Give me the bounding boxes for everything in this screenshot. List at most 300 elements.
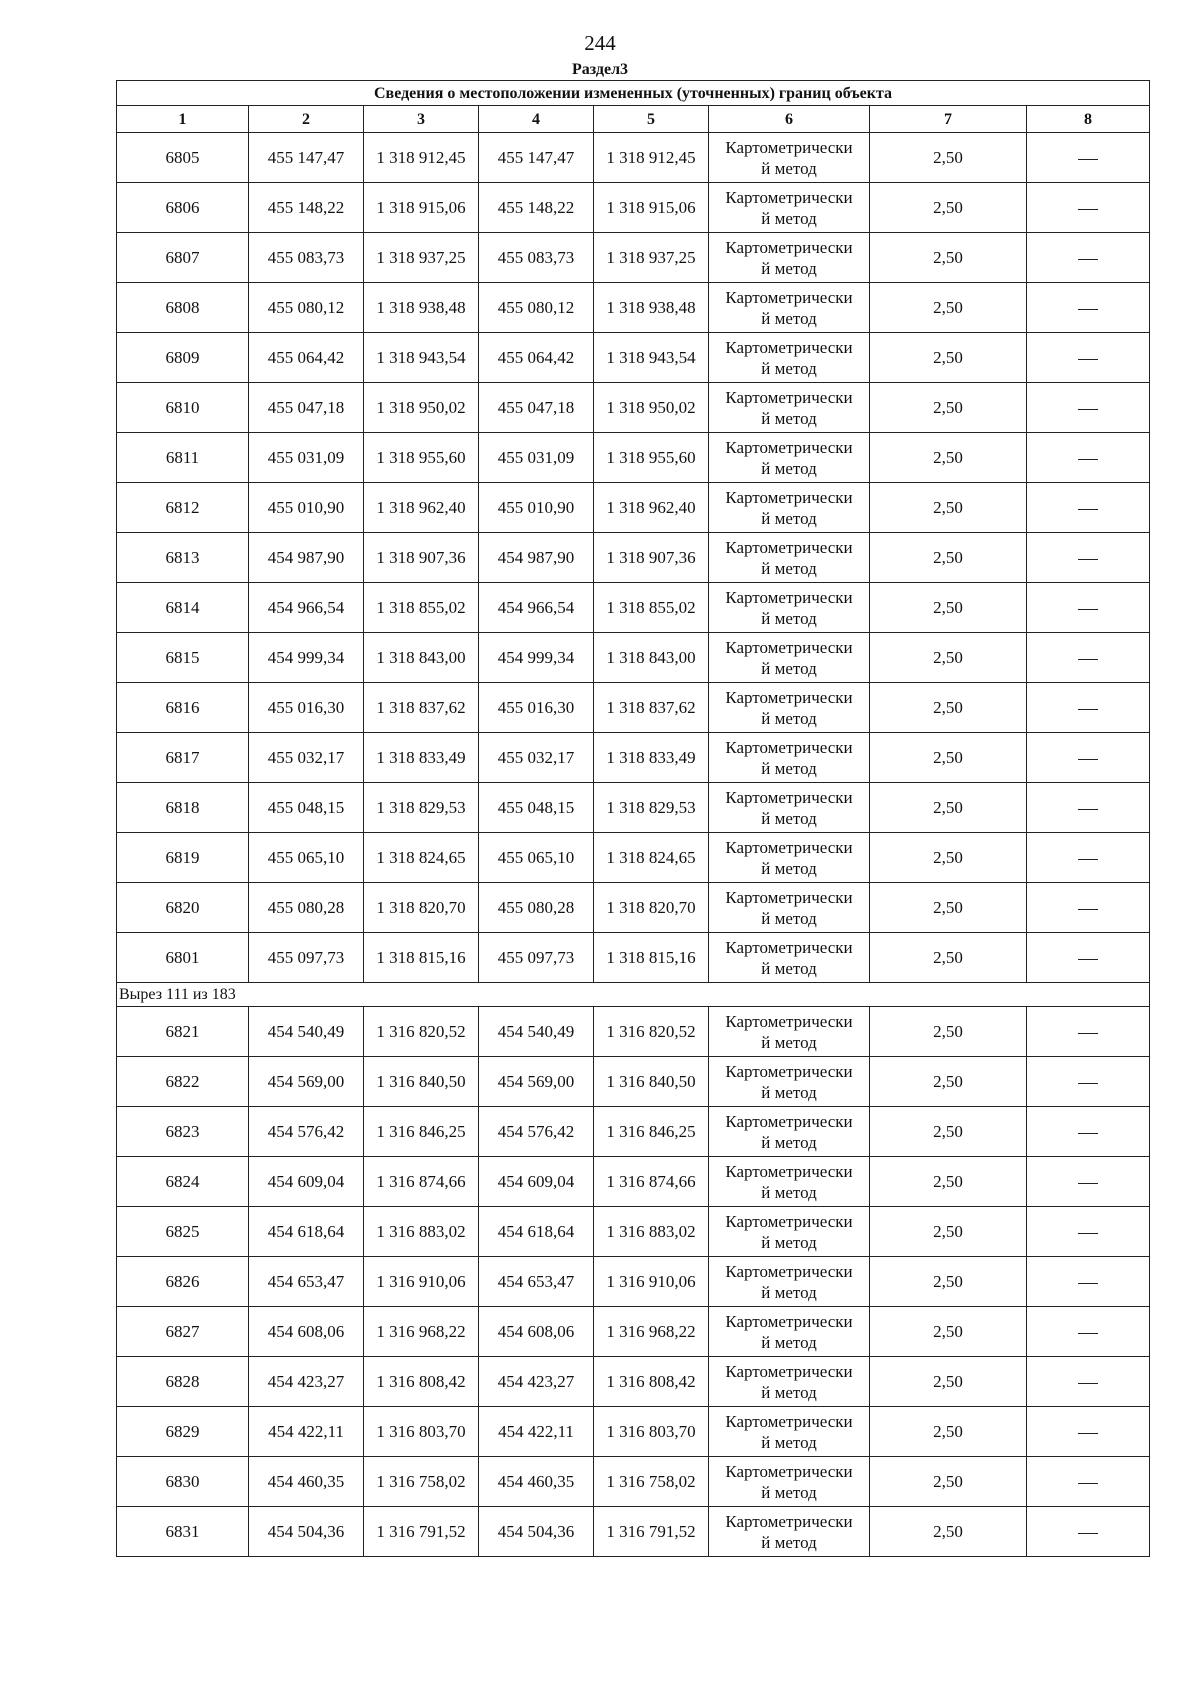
new-y-cell: 1 318 855,02 bbox=[594, 583, 709, 633]
table-row bbox=[117, 1207, 1150, 1257]
existing-x-cell: 454 608,06 bbox=[249, 1307, 364, 1357]
method-cell bbox=[709, 1207, 870, 1257]
method-text-line2: й метод bbox=[761, 658, 817, 678]
new-y-cell: 1 318 912,45 bbox=[594, 133, 709, 183]
description-cell bbox=[1027, 933, 1150, 983]
dash-mark bbox=[1078, 1383, 1098, 1384]
method-text-line1: Картометрически bbox=[725, 137, 853, 157]
method-text-line2: й метод bbox=[761, 1332, 817, 1352]
existing-x-cell: 455 083,73 bbox=[249, 233, 364, 283]
column-header: 6 bbox=[709, 106, 870, 133]
accuracy-cell: 2,50 bbox=[870, 783, 1027, 833]
dash-mark bbox=[1078, 1133, 1098, 1134]
new-y-cell: 1 316 840,50 bbox=[594, 1057, 709, 1107]
group-label: Вырез 111 из 183 bbox=[117, 983, 1150, 1007]
method-text-line2: й метод bbox=[761, 358, 817, 378]
new-y-cell: 1 318 950,02 bbox=[594, 383, 709, 433]
method-text-line1: Картометрически bbox=[725, 237, 853, 257]
existing-y-cell: 1 318 843,00 bbox=[364, 633, 479, 683]
description-cell bbox=[1027, 1157, 1150, 1207]
point-number-cell: 6813 bbox=[117, 533, 249, 583]
table-row bbox=[117, 833, 1150, 883]
new-y-cell: 1 318 843,00 bbox=[594, 633, 709, 683]
point-number-cell: 6810 bbox=[117, 383, 249, 433]
accuracy-cell: 2,50 bbox=[870, 483, 1027, 533]
method-cell bbox=[709, 1407, 870, 1457]
dash-mark bbox=[1078, 409, 1098, 410]
existing-y-cell: 1 318 815,16 bbox=[364, 933, 479, 983]
page-number: 244 bbox=[584, 31, 616, 55]
method-text-line2: й метод bbox=[761, 608, 817, 628]
existing-x-cell: 454 999,34 bbox=[249, 633, 364, 683]
method-cell bbox=[709, 883, 870, 933]
description-cell bbox=[1027, 1407, 1150, 1457]
point-number-cell: 6811 bbox=[117, 433, 249, 483]
method-text-line1: Картометрически bbox=[725, 937, 853, 957]
new-y-cell: 1 318 820,70 bbox=[594, 883, 709, 933]
existing-y-cell: 1 316 968,22 bbox=[364, 1307, 479, 1357]
existing-y-cell: 1 316 808,42 bbox=[364, 1357, 479, 1407]
method-text-line1: Картометрически bbox=[725, 187, 853, 207]
existing-x-cell: 454 609,04 bbox=[249, 1157, 364, 1207]
accuracy-cell: 2,50 bbox=[870, 1007, 1027, 1057]
description-cell bbox=[1027, 383, 1150, 433]
new-x-cell: 455 048,15 bbox=[479, 783, 594, 833]
point-number-cell: 6805 bbox=[117, 133, 249, 183]
method-text-line1: Картометрически bbox=[725, 1361, 853, 1381]
method-cell bbox=[709, 333, 870, 383]
dash-mark bbox=[1078, 159, 1098, 160]
column-header: 2 bbox=[249, 106, 364, 133]
dash-mark bbox=[1078, 309, 1098, 310]
method-cell bbox=[709, 833, 870, 883]
point-number-cell: 6821 bbox=[117, 1007, 249, 1057]
existing-y-cell: 1 318 829,53 bbox=[364, 783, 479, 833]
accuracy-cell: 2,50 bbox=[870, 333, 1027, 383]
accuracy-cell: 2,50 bbox=[870, 1207, 1027, 1257]
point-number-cell: 6828 bbox=[117, 1357, 249, 1407]
table-row bbox=[117, 383, 1150, 433]
method-text-line2: й метод bbox=[761, 208, 817, 228]
point-number-cell: 6815 bbox=[117, 633, 249, 683]
dash-mark bbox=[1078, 1533, 1098, 1534]
point-number-cell: 6808 bbox=[117, 283, 249, 333]
description-cell bbox=[1027, 533, 1150, 583]
method-cell bbox=[709, 383, 870, 433]
new-x-cell: 454 966,54 bbox=[479, 583, 594, 633]
method-text-line1: Картометрически bbox=[725, 1311, 853, 1331]
existing-y-cell: 1 318 938,48 bbox=[364, 283, 479, 333]
existing-y-cell: 1 318 837,62 bbox=[364, 683, 479, 733]
new-x-cell: 454 999,34 bbox=[479, 633, 594, 683]
method-cell bbox=[709, 433, 870, 483]
new-y-cell: 1 316 791,52 bbox=[594, 1507, 709, 1557]
method-text-line1: Картометрически bbox=[725, 1211, 853, 1231]
table-row bbox=[117, 633, 1150, 683]
dash-mark bbox=[1078, 1083, 1098, 1084]
table-row bbox=[117, 883, 1150, 933]
existing-x-cell: 454 540,49 bbox=[249, 1007, 364, 1057]
existing-x-cell: 455 064,42 bbox=[249, 333, 364, 383]
table-row bbox=[117, 433, 1150, 483]
description-cell bbox=[1027, 433, 1150, 483]
accuracy-cell: 2,50 bbox=[870, 1057, 1027, 1107]
method-cell bbox=[709, 133, 870, 183]
existing-y-cell: 1 316 758,02 bbox=[364, 1457, 479, 1507]
method-text-line2: й метод bbox=[761, 258, 817, 278]
table-row bbox=[117, 283, 1150, 333]
new-y-cell: 1 318 938,48 bbox=[594, 283, 709, 333]
point-number-cell: 6825 bbox=[117, 1207, 249, 1257]
new-x-cell: 455 032,17 bbox=[479, 733, 594, 783]
method-text-line2: й метод bbox=[761, 1032, 817, 1052]
method-cell bbox=[709, 183, 870, 233]
description-cell bbox=[1027, 1057, 1150, 1107]
new-x-cell: 455 147,47 bbox=[479, 133, 594, 183]
point-number-cell: 6822 bbox=[117, 1057, 249, 1107]
existing-y-cell: 1 316 910,06 bbox=[364, 1257, 479, 1307]
new-x-cell: 454 423,27 bbox=[479, 1357, 594, 1407]
existing-y-cell: 1 318 907,36 bbox=[364, 533, 479, 583]
description-cell bbox=[1027, 483, 1150, 533]
method-cell bbox=[709, 283, 870, 333]
accuracy-cell: 2,50 bbox=[870, 733, 1027, 783]
table-row bbox=[117, 1507, 1150, 1557]
new-x-cell: 455 010,90 bbox=[479, 483, 594, 533]
table-row bbox=[117, 1407, 1150, 1457]
dash-mark bbox=[1078, 1183, 1098, 1184]
accuracy-cell: 2,50 bbox=[870, 133, 1027, 183]
method-cell bbox=[709, 1057, 870, 1107]
method-text-line1: Картометрически bbox=[725, 1461, 853, 1481]
accuracy-cell: 2,50 bbox=[870, 383, 1027, 433]
dash-mark bbox=[1078, 1433, 1098, 1434]
method-cell bbox=[709, 1007, 870, 1057]
existing-x-cell: 454 504,36 bbox=[249, 1507, 364, 1557]
existing-x-cell: 454 987,90 bbox=[249, 533, 364, 583]
boundary-table bbox=[116, 80, 1150, 1557]
existing-y-cell: 1 318 915,06 bbox=[364, 183, 479, 233]
method-text-line2: й метод bbox=[761, 1232, 817, 1252]
dash-mark bbox=[1078, 809, 1098, 810]
column-header: 8 bbox=[1027, 106, 1150, 133]
method-text-line1: Картометрически bbox=[725, 1061, 853, 1081]
dash-mark bbox=[1078, 709, 1098, 710]
new-y-cell: 1 318 907,36 bbox=[594, 533, 709, 583]
point-number-cell: 6823 bbox=[117, 1107, 249, 1157]
existing-x-cell: 454 422,11 bbox=[249, 1407, 364, 1457]
table-row bbox=[117, 183, 1150, 233]
point-number-cell: 6818 bbox=[117, 783, 249, 833]
new-x-cell: 454 504,36 bbox=[479, 1507, 594, 1557]
column-header: 3 bbox=[364, 106, 479, 133]
existing-x-cell: 454 576,42 bbox=[249, 1107, 364, 1157]
existing-x-cell: 454 618,64 bbox=[249, 1207, 364, 1257]
new-y-cell: 1 318 815,16 bbox=[594, 933, 709, 983]
new-y-cell: 1 316 820,52 bbox=[594, 1007, 709, 1057]
column-header: 4 bbox=[479, 106, 594, 133]
point-number-cell: 6827 bbox=[117, 1307, 249, 1357]
existing-x-cell: 455 148,22 bbox=[249, 183, 364, 233]
method-text-line1: Картометрически bbox=[725, 1011, 853, 1031]
method-cell bbox=[709, 733, 870, 783]
accuracy-cell: 2,50 bbox=[870, 533, 1027, 583]
point-number-cell: 6829 bbox=[117, 1407, 249, 1457]
new-x-cell: 454 460,35 bbox=[479, 1457, 594, 1507]
table-row bbox=[117, 1457, 1150, 1507]
point-number-cell: 6812 bbox=[117, 483, 249, 533]
new-y-cell: 1 316 874,66 bbox=[594, 1157, 709, 1207]
description-cell bbox=[1027, 683, 1150, 733]
description-cell bbox=[1027, 583, 1150, 633]
existing-y-cell: 1 316 791,52 bbox=[364, 1507, 479, 1557]
existing-y-cell: 1 316 846,25 bbox=[364, 1107, 479, 1157]
existing-y-cell: 1 316 874,66 bbox=[364, 1157, 479, 1207]
new-y-cell: 1 316 758,02 bbox=[594, 1457, 709, 1507]
existing-x-cell: 455 048,15 bbox=[249, 783, 364, 833]
point-number-cell: 6801 bbox=[117, 933, 249, 983]
method-text-line1: Картометрически bbox=[725, 1261, 853, 1281]
dash-mark bbox=[1078, 609, 1098, 610]
table-row bbox=[117, 1357, 1150, 1407]
description-cell bbox=[1027, 633, 1150, 683]
existing-x-cell: 455 147,47 bbox=[249, 133, 364, 183]
accuracy-cell: 2,50 bbox=[870, 1357, 1027, 1407]
description-cell bbox=[1027, 1457, 1150, 1507]
section-title: Раздел3 bbox=[571, 61, 629, 78]
description-cell bbox=[1027, 133, 1150, 183]
table-row bbox=[117, 583, 1150, 633]
new-x-cell: 454 653,47 bbox=[479, 1257, 594, 1307]
description-cell bbox=[1027, 1307, 1150, 1357]
point-number-cell: 6817 bbox=[117, 733, 249, 783]
dash-mark bbox=[1078, 859, 1098, 860]
dash-mark bbox=[1078, 909, 1098, 910]
method-text-line1: Картометрически bbox=[725, 1511, 853, 1531]
point-number-cell: 6830 bbox=[117, 1457, 249, 1507]
existing-x-cell: 454 653,47 bbox=[249, 1257, 364, 1307]
description-cell bbox=[1027, 883, 1150, 933]
method-text-line2: й метод bbox=[761, 908, 817, 928]
column-header: 5 bbox=[594, 106, 709, 133]
new-y-cell: 1 318 829,53 bbox=[594, 783, 709, 833]
new-y-cell: 1 318 824,65 bbox=[594, 833, 709, 883]
method-text-line1: Картометрически bbox=[725, 737, 853, 757]
method-text-line2: й метод bbox=[761, 1532, 817, 1552]
table-row bbox=[117, 333, 1150, 383]
new-x-cell: 454 540,49 bbox=[479, 1007, 594, 1057]
point-number-cell: 6814 bbox=[117, 583, 249, 633]
description-cell bbox=[1027, 1507, 1150, 1557]
existing-y-cell: 1 318 820,70 bbox=[364, 883, 479, 933]
method-text-line1: Картометрически bbox=[725, 537, 853, 557]
method-text-line1: Картометрически bbox=[725, 387, 853, 407]
table-row bbox=[117, 233, 1150, 283]
new-x-cell: 455 080,28 bbox=[479, 883, 594, 933]
point-number-cell: 6826 bbox=[117, 1257, 249, 1307]
existing-y-cell: 1 318 955,60 bbox=[364, 433, 479, 483]
method-text-line2: й метод bbox=[761, 808, 817, 828]
existing-x-cell: 455 047,18 bbox=[249, 383, 364, 433]
table-row bbox=[117, 1007, 1150, 1057]
method-cell bbox=[709, 933, 870, 983]
table-row bbox=[117, 783, 1150, 833]
existing-y-cell: 1 316 803,70 bbox=[364, 1407, 479, 1457]
accuracy-cell: 2,50 bbox=[870, 183, 1027, 233]
method-cell bbox=[709, 233, 870, 283]
new-x-cell: 455 083,73 bbox=[479, 233, 594, 283]
new-x-cell: 455 065,10 bbox=[479, 833, 594, 883]
method-text-line2: й метод bbox=[761, 1382, 817, 1402]
new-y-cell: 1 316 846,25 bbox=[594, 1107, 709, 1157]
existing-y-cell: 1 318 912,45 bbox=[364, 133, 479, 183]
table-row bbox=[117, 733, 1150, 783]
dash-mark bbox=[1078, 559, 1098, 560]
table-row bbox=[117, 683, 1150, 733]
method-text-line1: Картометрически bbox=[725, 437, 853, 457]
description-cell bbox=[1027, 1107, 1150, 1157]
method-text-line1: Картометрически bbox=[725, 587, 853, 607]
new-y-cell: 1 318 955,60 bbox=[594, 433, 709, 483]
dash-mark bbox=[1078, 959, 1098, 960]
new-x-cell: 455 064,42 bbox=[479, 333, 594, 383]
description-cell bbox=[1027, 833, 1150, 883]
existing-x-cell: 455 010,90 bbox=[249, 483, 364, 533]
new-x-cell: 455 047,18 bbox=[479, 383, 594, 433]
dash-mark bbox=[1078, 459, 1098, 460]
new-x-cell: 454 609,04 bbox=[479, 1157, 594, 1207]
accuracy-cell: 2,50 bbox=[870, 1307, 1027, 1357]
dash-mark bbox=[1078, 509, 1098, 510]
point-number-cell: 6824 bbox=[117, 1157, 249, 1207]
method-cell bbox=[709, 1307, 870, 1357]
point-number-cell: 6819 bbox=[117, 833, 249, 883]
new-y-cell: 1 318 962,40 bbox=[594, 483, 709, 533]
new-y-cell: 1 316 808,42 bbox=[594, 1357, 709, 1407]
new-x-cell: 455 148,22 bbox=[479, 183, 594, 233]
new-x-cell: 455 097,73 bbox=[479, 933, 594, 983]
method-text-line1: Картометрически bbox=[725, 1161, 853, 1181]
dash-mark bbox=[1078, 209, 1098, 210]
new-y-cell: 1 318 837,62 bbox=[594, 683, 709, 733]
method-text-line1: Картометрически bbox=[725, 887, 853, 907]
new-x-cell: 455 016,30 bbox=[479, 683, 594, 733]
existing-x-cell: 455 080,12 bbox=[249, 283, 364, 333]
method-cell bbox=[709, 1257, 870, 1307]
method-text-line2: й метод bbox=[761, 858, 817, 878]
method-text-line2: й метод bbox=[761, 1132, 817, 1152]
existing-y-cell: 1 318 943,54 bbox=[364, 333, 479, 383]
group-row bbox=[117, 983, 1150, 1007]
description-cell bbox=[1027, 783, 1150, 833]
description-cell bbox=[1027, 333, 1150, 383]
method-text-line1: Картометрически bbox=[725, 637, 853, 657]
method-text-line2: й метод bbox=[761, 708, 817, 728]
accuracy-cell: 2,50 bbox=[870, 283, 1027, 333]
method-cell bbox=[709, 633, 870, 683]
method-cell bbox=[709, 583, 870, 633]
accuracy-cell: 2,50 bbox=[870, 1107, 1027, 1157]
new-y-cell: 1 318 915,06 bbox=[594, 183, 709, 233]
table-row bbox=[117, 1157, 1150, 1207]
existing-x-cell: 454 423,27 bbox=[249, 1357, 364, 1407]
accuracy-cell: 2,50 bbox=[870, 233, 1027, 283]
dash-mark bbox=[1078, 1033, 1098, 1034]
existing-y-cell: 1 318 824,65 bbox=[364, 833, 479, 883]
method-cell bbox=[709, 1157, 870, 1207]
method-text-line2: й метод bbox=[761, 1182, 817, 1202]
method-text-line2: й метод bbox=[761, 158, 817, 178]
method-cell bbox=[709, 1107, 870, 1157]
column-header: 7 bbox=[870, 106, 1027, 133]
method-text-line1: Картометрически bbox=[725, 487, 853, 507]
existing-x-cell: 454 460,35 bbox=[249, 1457, 364, 1507]
existing-x-cell: 455 065,10 bbox=[249, 833, 364, 883]
new-x-cell: 455 031,09 bbox=[479, 433, 594, 483]
point-number-cell: 6816 bbox=[117, 683, 249, 733]
point-number-cell: 6806 bbox=[117, 183, 249, 233]
method-text-line1: Картометрически bbox=[725, 837, 853, 857]
dash-mark bbox=[1078, 759, 1098, 760]
dash-mark bbox=[1078, 1233, 1098, 1234]
table-caption: Сведения о местоположении измененных (уточненных) границ объекта bbox=[117, 81, 1150, 106]
new-x-cell: 454 608,06 bbox=[479, 1307, 594, 1357]
method-text-line2: й метод bbox=[761, 758, 817, 778]
description-cell bbox=[1027, 233, 1150, 283]
existing-x-cell: 454 569,00 bbox=[249, 1057, 364, 1107]
accuracy-cell: 2,50 bbox=[870, 1157, 1027, 1207]
new-y-cell: 1 316 803,70 bbox=[594, 1407, 709, 1457]
method-cell bbox=[709, 783, 870, 833]
dash-mark bbox=[1078, 1483, 1098, 1484]
method-text-line2: й метод bbox=[761, 558, 817, 578]
method-text-line2: й метод bbox=[761, 1082, 817, 1102]
accuracy-cell: 2,50 bbox=[870, 683, 1027, 733]
new-y-cell: 1 316 968,22 bbox=[594, 1307, 709, 1357]
new-y-cell: 1 318 943,54 bbox=[594, 333, 709, 383]
table-row bbox=[117, 133, 1150, 183]
accuracy-cell: 2,50 bbox=[870, 433, 1027, 483]
accuracy-cell: 2,50 bbox=[870, 633, 1027, 683]
new-x-cell: 454 618,64 bbox=[479, 1207, 594, 1257]
method-text-line1: Картометрически bbox=[725, 1411, 853, 1431]
dash-mark bbox=[1078, 1333, 1098, 1334]
new-y-cell: 1 318 937,25 bbox=[594, 233, 709, 283]
description-cell bbox=[1027, 1357, 1150, 1407]
dash-mark bbox=[1078, 259, 1098, 260]
table-row bbox=[117, 1057, 1150, 1107]
accuracy-cell: 2,50 bbox=[870, 1257, 1027, 1307]
existing-y-cell: 1 318 833,49 bbox=[364, 733, 479, 783]
accuracy-cell: 2,50 bbox=[870, 833, 1027, 883]
method-text-line2: й метод bbox=[761, 1282, 817, 1302]
table-row bbox=[117, 1307, 1150, 1357]
method-cell bbox=[709, 683, 870, 733]
table-caption-row bbox=[117, 81, 1150, 106]
table-row bbox=[117, 533, 1150, 583]
method-text-line2: й метод bbox=[761, 508, 817, 528]
dash-mark bbox=[1078, 1283, 1098, 1284]
description-cell bbox=[1027, 1207, 1150, 1257]
method-cell bbox=[709, 483, 870, 533]
method-text-line1: Картометрически bbox=[725, 287, 853, 307]
existing-x-cell: 455 097,73 bbox=[249, 933, 364, 983]
method-text-line2: й метод bbox=[761, 458, 817, 478]
point-number-cell: 6809 bbox=[117, 333, 249, 383]
existing-y-cell: 1 318 855,02 bbox=[364, 583, 479, 633]
table-row bbox=[117, 1257, 1150, 1307]
point-number-cell: 6831 bbox=[117, 1507, 249, 1557]
